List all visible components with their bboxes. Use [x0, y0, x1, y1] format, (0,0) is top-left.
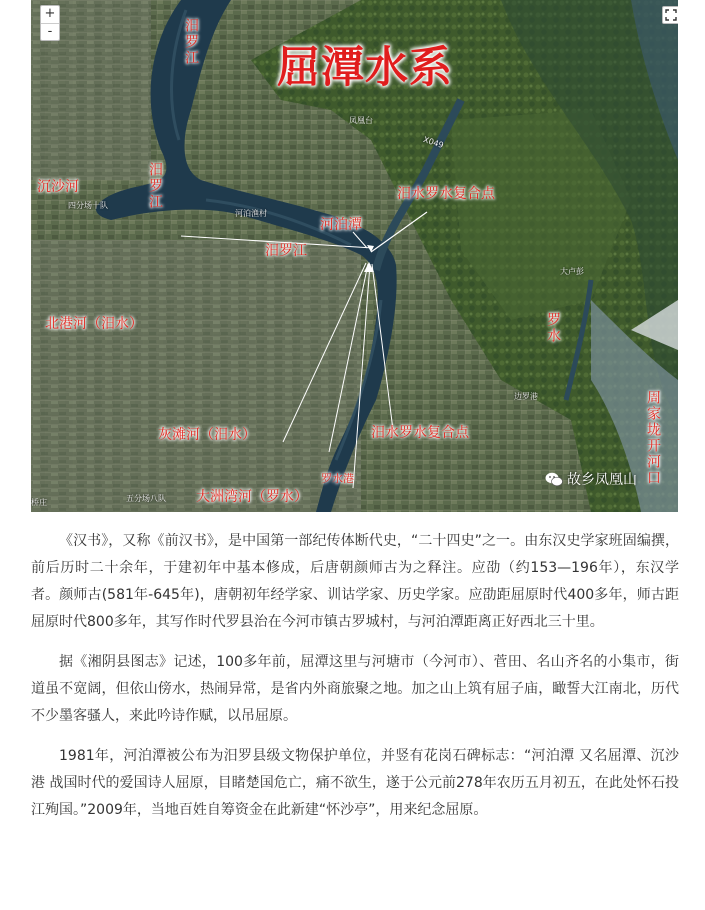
place-bianluogang: 边罗港 [514, 392, 538, 401]
road-x049: X049 [422, 135, 445, 150]
place-qiaozhuang: 桥庄 [31, 498, 47, 507]
label-beigang: 北港河（汨水） [45, 316, 143, 332]
label-luoshuigang: 罗水港 [321, 472, 354, 485]
fullscreen-icon [665, 9, 677, 21]
label-hepotan: 河泊潭 [320, 217, 362, 233]
label-luoshui: 罗水 [545, 312, 561, 344]
label-fuhe-upper: 汨水罗水复合点 [397, 186, 495, 202]
label-zhoujia: 周家垅开河口 [645, 390, 661, 486]
map-title: 屈潭水系 [277, 43, 453, 93]
place-sifenchang: 四分场十队 [68, 201, 108, 210]
place-wufenchang: 五分场八队 [126, 494, 166, 503]
paragraph-3: 1981年，河泊潭被公布为汨罗县级文物保护单位，并竖有花岗石碑标志：“河泊潭 又名屈潭、沉沙港 战国时代的爱国诗人屈原，目睹楚国危亡，痛不欲生，遂于公元前278年农历五月初五，在此处怀石投江殉国。”2009年，当地百姓自筹资金在此新建“怀沙亭”，用来纪念屈原。 [31, 748, 679, 818]
wechat-icon [545, 472, 563, 487]
watermark-text: 故乡凤凰山 [567, 472, 637, 488]
zoom-out-button[interactable]: - [41, 23, 59, 41]
label-miluo-mid: 汨罗江 [265, 243, 307, 259]
label-chensha: 沉沙河 [37, 179, 79, 195]
place-hepoyucun: 河泊渔村 [235, 209, 267, 218]
paragraph-1: 《汉书》，又称《前汉书》，是中国第一部纪传体断代史，“二十四史”之一。由东汉史学家班固编撰，前后历时二十余年，于建初年中基本修成，后唐朝颜师古为之释注。应劭（约153—196年），东汉学者。颜师古(581年-645年)，唐朝初年经学家、训诂学家、历史学家。应劭距屈原时代400多年，师古距屈原时代800多年，其写作时代罗县治在今河市镇古罗城村，与河泊潭距离正好西北三十里。 [31, 533, 679, 630]
article-body [31, 528, 679, 837]
label-huitan: 灰滩河（汨水） [158, 427, 256, 443]
zoom-control [40, 5, 60, 41]
place-dalupeng: 大卢彭 [560, 267, 584, 276]
watermark [545, 469, 637, 489]
label-dazhou: 大洲湾河（罗水） [196, 489, 308, 505]
label-miluo-top: 汨罗江 [183, 18, 199, 66]
place-fenghuangtai: 凤凰台 [349, 116, 373, 125]
satellite-map[interactable] [31, 0, 678, 512]
fullscreen-button[interactable] [662, 6, 678, 24]
label-fuhe-lower: 汨水罗水复合点 [371, 425, 469, 441]
paragraph-2: 据《湘阴县图志》记述，100多年前，屈潭这里与河塘市（今河市）、菅田、名山齐名的小集市，街道虽不宽阔，但依山傍水，热闹异常，是省内外商旅聚之地。加之山上筑有屈子庙，瞰誓大江南北，历代不少墨客骚人，来此吟诗作赋，以吊屈原。 [31, 654, 679, 724]
label-miluo-left: 汨罗江 [147, 162, 163, 210]
zoom-in-button[interactable]: + [44, 6, 56, 21]
